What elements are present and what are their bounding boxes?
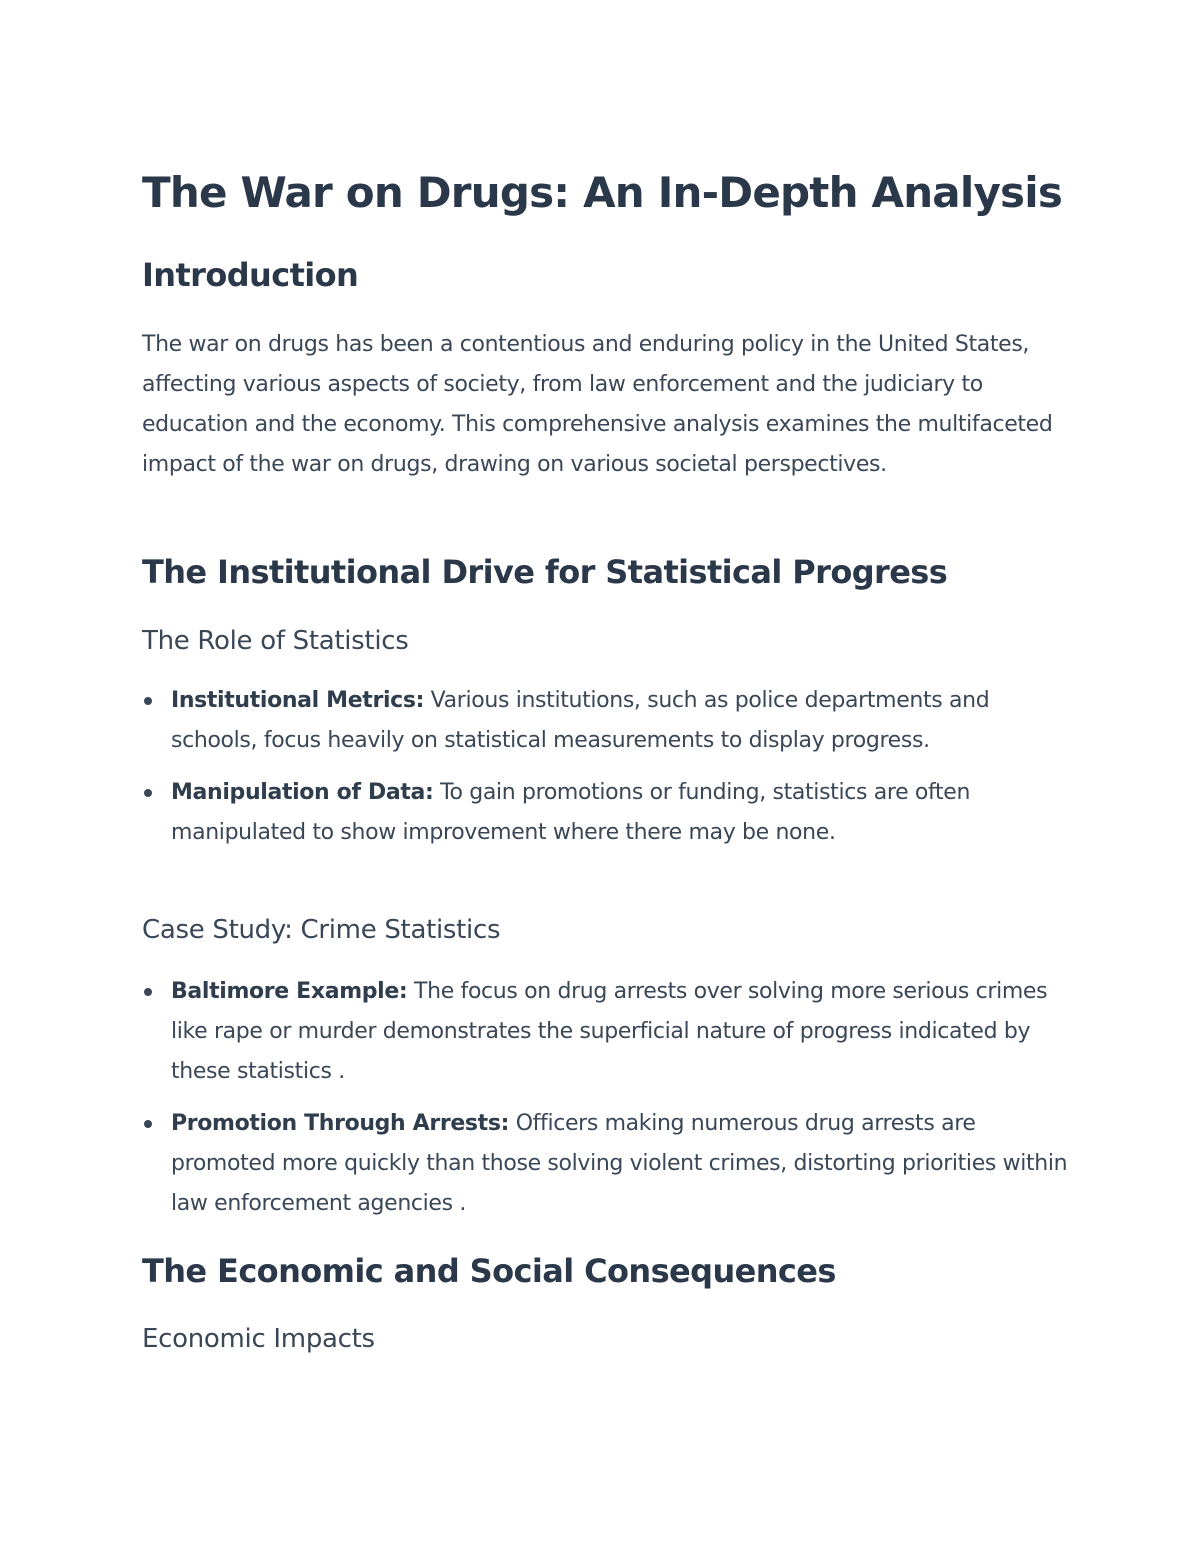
document-title: The War on Drugs: An In-Depth Analysis	[142, 168, 1063, 217]
list-item	[142, 972, 1072, 1092]
list-item-text: To gain promotions or funding, statistics are often manipulated to show improvement where there may be none.	[171, 780, 971, 845]
list-item-text: Various institutions, such as police departments and schools, focus heavily on statistical measurements to display progress.	[171, 688, 990, 753]
subsection-heading-economic-impacts: Economic Impacts	[142, 1324, 375, 1354]
section-heading-economic-social: The Economic and Social Consequences	[142, 1252, 836, 1290]
list-item-text: The focus on drug arrests over solving more serious crimes like rape or murder demonstrates the superficial nature of progress indicated by these statistics .	[171, 979, 1048, 1084]
list-item-term: Manipulation of Data:	[171, 780, 434, 805]
subsection-heading-case-study: Case Study: Crime Statistics	[142, 915, 501, 945]
bullet-icon	[144, 697, 152, 705]
list-item	[142, 1104, 1072, 1224]
introduction-paragraph: The war on drugs has been a contentious and enduring policy in the United States, affecting various aspects of society, from law enforcement and the judiciary to education and the economy. This comprehensive analysis examines the multifaceted impact of the war on drugs, drawing on various societal perspectives.	[142, 332, 1053, 477]
bullet-icon	[144, 988, 152, 996]
list-item-term: Baltimore Example:	[171, 979, 408, 1004]
list-item-text: Officers making numerous drug arrests are promoted more quickly than those solving violent crimes, distorting priorities within law enforcement agencies .	[171, 1111, 1068, 1216]
list-item	[142, 681, 1072, 761]
section-heading-introduction: Introduction	[142, 256, 359, 294]
subsection-heading-role-of-statistics: The Role of Statistics	[142, 626, 409, 656]
case-study-list	[142, 972, 1072, 1236]
bullet-icon	[144, 789, 152, 797]
list-item	[142, 773, 1072, 853]
bullet-icon	[144, 1120, 152, 1128]
list-item-term: Institutional Metrics:	[171, 688, 425, 713]
section-heading-institutional-drive: The Institutional Drive for Statistical Progress	[142, 553, 948, 591]
role-of-statistics-list	[142, 681, 1072, 865]
list-item-term: Promotion Through Arrests:	[171, 1111, 510, 1136]
